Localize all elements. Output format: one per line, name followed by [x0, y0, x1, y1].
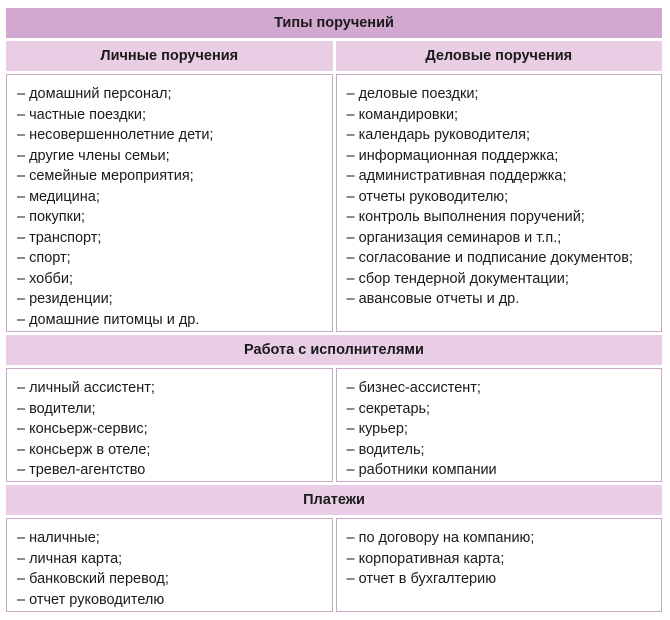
- business-assignments-header: Деловые поручения: [336, 41, 663, 71]
- list-item: – личная карта;: [17, 550, 123, 567]
- payments-header: Платежи: [6, 485, 662, 515]
- list-item: – информационная поддержка;: [346, 147, 559, 164]
- list-item: – наличные;: [17, 530, 100, 546]
- list-item: – другие члены семьи;: [17, 147, 170, 164]
- business-contractors-cell: [336, 368, 663, 482]
- list-item: – частные поездки;: [17, 106, 147, 123]
- list-item: – авансовые отчеты и др.: [346, 291, 520, 307]
- list-item: – водитель;: [346, 441, 425, 458]
- list-item: – медицина;: [17, 188, 100, 205]
- list-item: – административная поддержка;: [346, 168, 567, 184]
- business-payments-list: [347, 528, 652, 590]
- contractors-header: Работа с исполнителями: [6, 335, 662, 365]
- list-item: – отчет в бухгалтерию: [346, 571, 497, 587]
- list-item: – домашний персонал;: [17, 86, 172, 102]
- list-item: – хобби;: [17, 270, 73, 287]
- personal-contractors-cell: [6, 368, 333, 482]
- list-item: – транспорт;: [17, 229, 102, 246]
- list-item: – календарь руководителя;: [346, 127, 530, 143]
- list-item: – секретарь;: [346, 400, 431, 417]
- business-contractors-list: [347, 378, 652, 481]
- list-item: – спорт;: [17, 250, 71, 266]
- column-headers-row: [6, 41, 662, 71]
- list-item: – работники компании: [346, 462, 497, 478]
- personal-assignments-header: Личные поручения: [6, 41, 333, 71]
- list-item: – консьерж-сервис;: [17, 421, 148, 437]
- personal-payments-cell: [6, 518, 333, 612]
- list-item: – отчеты руководителю;: [346, 188, 509, 205]
- list-item: – сбор тендерной документации;: [346, 270, 569, 287]
- list-item: – семейные мероприятия;: [17, 168, 194, 184]
- list-item: – консьерж в отеле;: [17, 441, 151, 458]
- list-item: – резиденции;: [17, 291, 113, 307]
- personal-payments-list: [17, 528, 322, 610]
- personal-contractors-list: [17, 378, 322, 481]
- business-assignments-list: [347, 84, 652, 310]
- list-item: – личный ассистент;: [17, 380, 155, 396]
- assignments-row: [6, 74, 662, 332]
- business-assignments-cell: [336, 74, 663, 332]
- table-title: Типы поручений: [6, 8, 662, 38]
- list-item: – банковский перевод;: [17, 571, 169, 587]
- list-item: – корпоративная карта;: [346, 550, 505, 567]
- list-item: – несовершеннолетние дети;: [17, 127, 214, 143]
- list-item: – деловые поездки;: [346, 86, 479, 102]
- list-item: – курьер;: [346, 421, 408, 437]
- list-item: – покупки;: [17, 209, 86, 225]
- list-item: – отчет руководителю: [17, 591, 165, 608]
- list-item: – бизнес-ассистент;: [346, 380, 481, 396]
- business-payments-cell: [336, 518, 663, 612]
- personal-assignments-cell: [6, 74, 333, 332]
- assignment-types-table: [6, 8, 662, 612]
- list-item: – контроль выполнения поручений;: [346, 209, 585, 225]
- list-item: – командировки;: [346, 106, 459, 123]
- list-item: – домашние питомцы и др.: [17, 311, 200, 328]
- list-item: – водители;: [17, 400, 96, 417]
- personal-assignments-list: [17, 84, 322, 330]
- payments-row: [6, 518, 662, 612]
- list-item: – тревел-агентство: [17, 462, 146, 478]
- list-item: – по договору на компанию;: [346, 530, 535, 546]
- list-item: – согласование и подписание документов;: [346, 250, 633, 266]
- contractors-row: [6, 368, 662, 482]
- list-item: – организация семинаров и т.п.;: [346, 229, 562, 246]
